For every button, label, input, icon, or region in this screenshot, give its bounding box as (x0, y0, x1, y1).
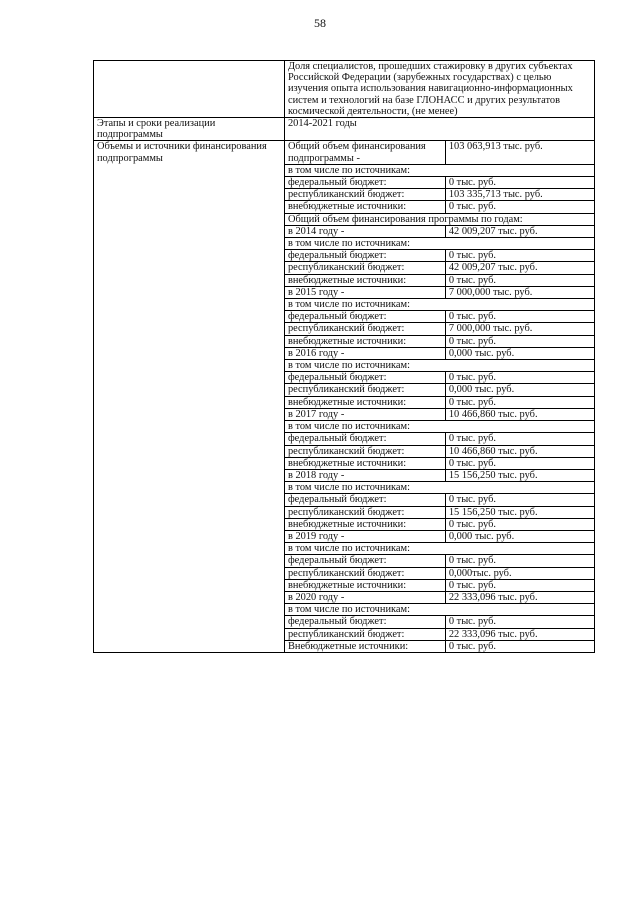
program-passport-table (93, 60, 595, 653)
extrabudget-label: внебюджетные источники: (284, 335, 445, 347)
federal-label: федеральный бюджет: (284, 372, 445, 384)
republican-label: республиканский бюджет: (284, 384, 445, 396)
by-years-label: Общий объем финансирования программы по годам: (284, 213, 594, 225)
stages-label: Этапы и сроки реализации подпрограммы (94, 118, 285, 141)
extrabudget-value: 0 тыс. руб. (445, 274, 594, 286)
year-total: 42 009,207 тыс. руб. (445, 225, 594, 237)
federal-value: 0 тыс. руб. (445, 616, 594, 628)
extrabudget-value: 0 тыс. руб. (445, 457, 594, 469)
sources-label: в том числе по источникам: (284, 164, 594, 176)
republican-label: республиканский бюджет: (284, 506, 445, 518)
federal-label: федеральный бюджет: (284, 250, 445, 262)
extrabudget-value: 0 тыс. руб. (445, 640, 594, 652)
republican-value: 15 156,250 тыс. руб. (445, 506, 594, 518)
republican-value: 0,000тыс. руб. (445, 567, 594, 579)
federal-label: федеральный бюджет: (284, 616, 445, 628)
sources-label: в том числе по источникам: (284, 299, 594, 311)
republican-label: республиканский бюджет: (284, 445, 445, 457)
year-label: в 2017 году - (284, 408, 445, 420)
extrabudget-label: внебюджетные источники: (284, 274, 445, 286)
federal-value: 0 тыс. руб. (445, 494, 594, 506)
republican-label: республиканский бюджет: (284, 262, 445, 274)
sources-label: в том числе по источникам: (284, 421, 594, 433)
year-total: 22 333,096 тыс. руб. (445, 591, 594, 603)
indicator-row (94, 61, 595, 118)
republican-value: 0,000 тыс. руб. (445, 384, 594, 396)
republican-label: республиканский бюджет: (284, 628, 445, 640)
republican-value: 42 009,207 тыс. руб. (445, 262, 594, 274)
funding-total-value: 103 063,913 тыс. руб. (445, 141, 594, 164)
year-label: в 2019 году - (284, 530, 445, 542)
year-total: 0,000 тыс. руб. (445, 530, 594, 542)
republican-value: 7 000,000 тыс. руб. (445, 323, 594, 335)
republican-label: республиканский бюджет: (284, 567, 445, 579)
federal-value: 0 тыс. руб. (445, 311, 594, 323)
federal-label: федеральный бюджет: (284, 177, 445, 189)
year-label: в 2016 году - (284, 347, 445, 359)
republican-value: 22 333,096 тыс. руб. (445, 628, 594, 640)
extrabudget-label: внебюджетные источники: (284, 201, 445, 213)
funding-total-row (94, 141, 595, 164)
federal-value: 0 тыс. руб. (445, 177, 594, 189)
federal-label: федеральный бюджет: (284, 433, 445, 445)
indicator-text: Доля специалистов, прошедших стажировку в других субъектах Российской Федерации (зарубежных государствах) с целью изучения опыта использования навигационно-информационных систем и технологий на базе ГЛОНАСС и других результатов космической деятельности, (не менее) (284, 61, 594, 118)
empty-cell (94, 61, 285, 118)
extrabudget-value: 0 тыс. руб. (445, 396, 594, 408)
stages-value: 2014-2021 годы (284, 118, 594, 141)
federal-value: 0 тыс. руб. (445, 250, 594, 262)
funding-label: Объемы и источники финансирования подпрограммы (94, 141, 285, 653)
extrabudget-value: 0 тыс. руб. (445, 201, 594, 213)
extrabudget-label: внебюджетные источники: (284, 457, 445, 469)
funding-total-label: Общий объем финансирования подпрограммы - (284, 141, 445, 164)
extrabudget-value: 0 тыс. руб. (445, 335, 594, 347)
federal-label: федеральный бюджет: (284, 311, 445, 323)
page-number: 58 (314, 16, 326, 30)
federal-value: 0 тыс. руб. (445, 555, 594, 567)
extrabudget-label: внебюджетные источники: (284, 396, 445, 408)
extrabudget-value: 0 тыс. руб. (445, 579, 594, 591)
federal-value: 0 тыс. руб. (445, 433, 594, 445)
federal-value: 0 тыс. руб. (445, 372, 594, 384)
year-total: 0,000 тыс. руб. (445, 347, 594, 359)
sources-label: в том числе по источникам: (284, 360, 594, 372)
year-total: 7 000,000 тыс. руб. (445, 286, 594, 298)
republican-value: 103 335,713 тыс. руб. (445, 189, 594, 201)
extrabudget-value: 0 тыс. руб. (445, 518, 594, 530)
sources-label: в том числе по источникам: (284, 482, 594, 494)
republican-value: 10 466,860 тыс. руб. (445, 445, 594, 457)
extrabudget-label: Внебюджетные источники: (284, 640, 445, 652)
year-label: в 2014 году - (284, 225, 445, 237)
year-label: в 2018 году - (284, 469, 445, 481)
federal-label: федеральный бюджет: (284, 494, 445, 506)
extrabudget-label: внебюджетные источники: (284, 579, 445, 591)
sources-label: в том числе по источникам: (284, 238, 594, 250)
extrabudget-label: внебюджетные источники: (284, 518, 445, 530)
federal-label: федеральный бюджет: (284, 555, 445, 567)
year-total: 10 466,860 тыс. руб. (445, 408, 594, 420)
year-total: 15 156,250 тыс. руб. (445, 469, 594, 481)
year-label: в 2020 году - (284, 591, 445, 603)
stages-row (94, 118, 595, 141)
republican-label: республиканский бюджет: (284, 189, 445, 201)
republican-label: республиканский бюджет: (284, 323, 445, 335)
sources-label: в том числе по источникам: (284, 604, 594, 616)
year-label: в 2015 году - (284, 286, 445, 298)
sources-label: в том числе по источникам: (284, 543, 594, 555)
